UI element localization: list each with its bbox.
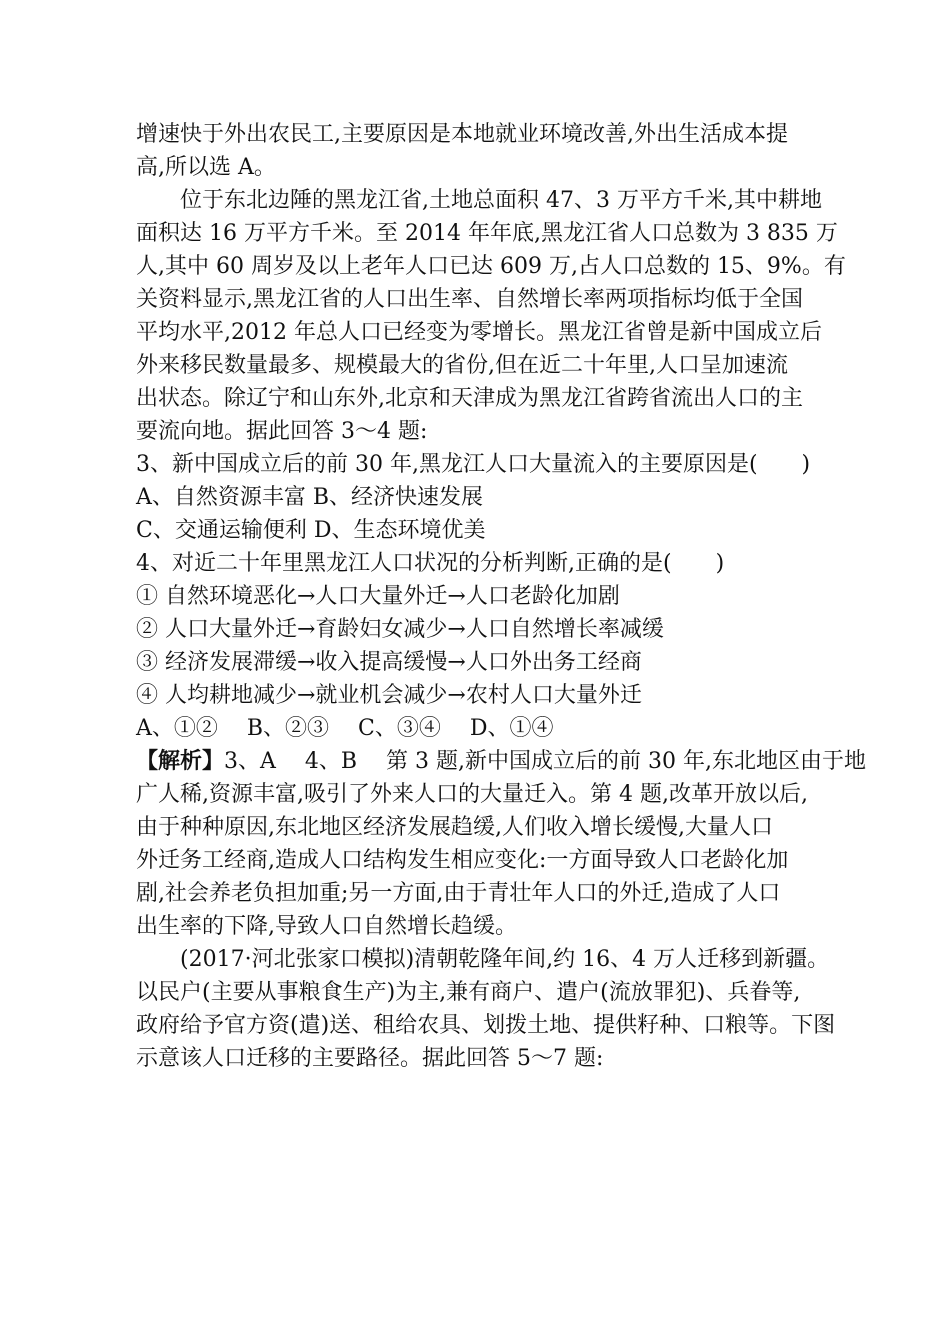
question-item: ① 自然环境恶化→人口大量外迁→人口老龄化加剧 — [136, 584, 620, 609]
text-line: 外迁务工经商,造成人口结构发生相应变化:一方面导致人口老龄化加 — [136, 848, 789, 873]
text-line: 面积达 16 万平方千米。至 2014 年年底,黑龙江省人口总数为 3 835 万 — [136, 221, 838, 246]
text-line: 高,所以选 A。 — [136, 155, 276, 180]
text-line: 由于种种原因,东北地区经济发展趋缓,人们收入增长缓慢,大量人口 — [136, 815, 773, 840]
question-options: A、自然资源丰富 B、经济快速发展 — [136, 485, 484, 510]
xinjiang-passage — [136, 943, 836, 1075]
question-stem: 4、对近二十年里黑龙江人口状况的分析判断,正确的是( ) — [136, 551, 725, 576]
intro-paragraph — [136, 118, 820, 184]
text-line: 出状态。除辽宁和山东外,北京和天津成为黑龙江省跨省流出人口的主 — [136, 386, 803, 411]
question-options: C、交通运输便利 D、生态环境优美 — [136, 518, 486, 543]
question-item: ③ 经济发展滞缓→收入提高缓慢→人口外出务工经商 — [136, 650, 642, 675]
text-line: 增速快于外出农民工,主要原因是本地就业环境改善,外出生活成本提 — [136, 122, 788, 147]
text-line: 关资料显示,黑龙江省的人口出生率、自然增长率两项指标均低于全国 — [136, 287, 803, 312]
text-line: 剧,社会养老负担加重;另一方面,由于青壮年人口的外迁,造成了人口 — [136, 881, 781, 906]
question-options: A、①② B、②③ C、③④ D、①④ — [136, 716, 554, 741]
text-line: 位于东北边陲的黑龙江省,土地总面积 47、3 万平方千米,其中耕地 — [180, 188, 822, 213]
text-line: 出生率的下降,导致人口自然增长趋缓。 — [136, 914, 517, 939]
text-line: 要流向地。据此回答 3～4 题: — [136, 419, 428, 444]
text-line: 平均水平,2012 年总人口已经变为零增长。黑龙江省曾是新中国成立后 — [136, 320, 822, 345]
text-line: 人,其中 60 周岁及以上老年人口已达 609 万,占人口总数的 15、9%。有 — [136, 254, 846, 279]
text-line: 以民户(主要从事粮食生产)为主,兼有商户、遣户(流放罪犯)、兵眷等, — [136, 980, 801, 1005]
text-line: 外来移民数量最多、规模最大的省份,但在近二十年里,人口呈加速流 — [136, 353, 788, 378]
question-item: ② 人口大量外迁→育龄妇女减少→人口自然增长率减缓 — [136, 617, 664, 642]
analysis-first-line — [136, 745, 867, 778]
question-item: ④ 人均耕地减少→就业机会减少→农村人口大量外迁 — [136, 683, 642, 708]
text-line: (2017·河北张家口模拟)清朝乾隆年间,约 16、4 万人迁移到新疆。 — [180, 947, 830, 972]
document-page — [136, 118, 867, 1075]
question-stem: 3、新中国成立后的前 30 年,黑龙江人口大量流入的主要原因是( ) — [136, 452, 811, 477]
analysis-label: 【解析】 — [136, 748, 225, 774]
heilongjiang-passage — [136, 184, 846, 448]
text-line: 示意该人口迁移的主要路径。据此回答 5～7 题: — [136, 1046, 604, 1071]
question-4 — [136, 547, 820, 745]
text-line: 广人稀,资源丰富,吸引了外来人口的大量迁入。第 4 题,改革开放以后, — [136, 782, 808, 807]
text-line: 政府给予官方资(遣)送、租给农具、划拨土地、提供籽种、口粮等。下图 — [136, 1013, 836, 1038]
question-3 — [136, 448, 820, 547]
analysis-section — [136, 745, 867, 943]
analysis-text: 3、A 4、B 第 3 题,新中国成立后的前 30 年,东北地区由于地 — [224, 749, 867, 774]
